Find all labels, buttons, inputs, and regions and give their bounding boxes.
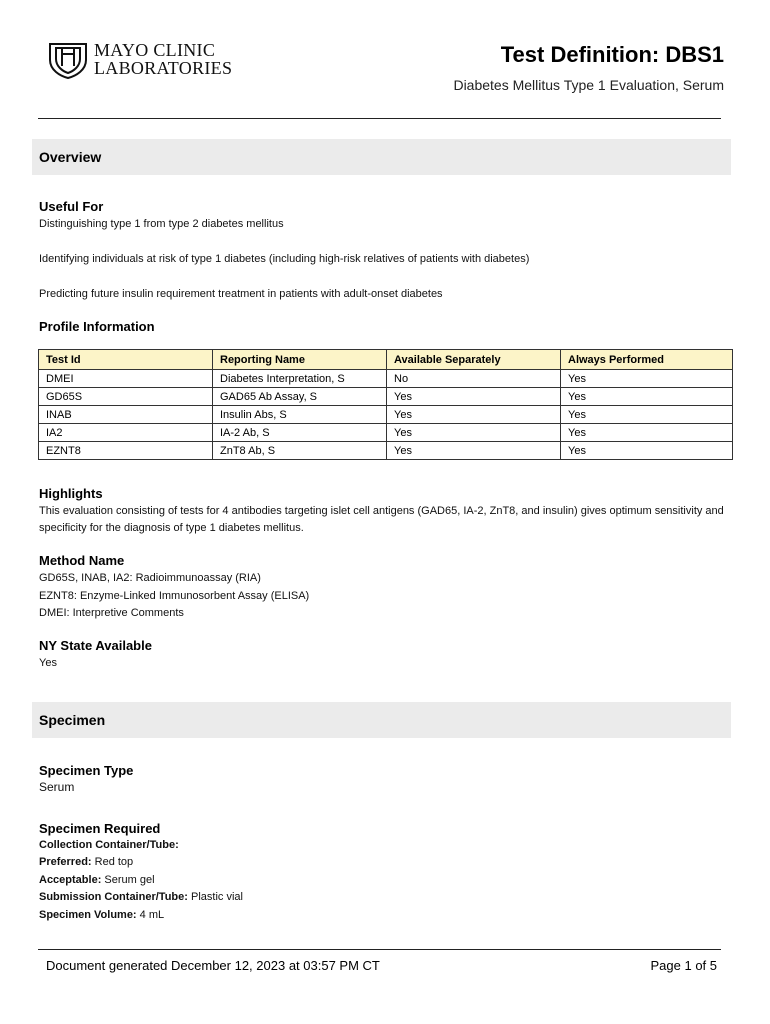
- method-name-heading: Method Name: [39, 553, 125, 568]
- overview-section-bar: [32, 139, 731, 175]
- useful-for-item: Distinguishing type 1 from type 2 diabetes mellitus: [39, 218, 284, 230]
- header-divider: [38, 118, 721, 119]
- table-cell: Yes: [387, 442, 561, 460]
- table-cell: INAB: [39, 406, 213, 424]
- preferred-label: Preferred:: [39, 856, 92, 868]
- table-cell: No: [387, 370, 561, 388]
- table-cell: Yes: [561, 442, 733, 460]
- table-cell: Yes: [387, 424, 561, 442]
- table-row: [39, 388, 733, 406]
- acceptable-value: Serum gel: [104, 874, 155, 886]
- table-cell: DMEI: [39, 370, 213, 388]
- table-row: [39, 406, 733, 424]
- submission-container-line: [39, 891, 243, 903]
- submission-container-value: Plastic vial: [190, 891, 243, 903]
- profile-table: [38, 349, 733, 460]
- table-cell: Yes: [561, 424, 733, 442]
- document-subtitle: Diabetes Mellitus Type 1 Evaluation, Serum: [453, 77, 724, 93]
- footer-generated: Document generated December 12, 2023 at 03:57 PM CT: [46, 958, 380, 973]
- useful-for-item: Predicting future insulin requirement treatment in patients with adult-onset diabetes: [39, 288, 443, 300]
- table-header-row: [39, 350, 733, 370]
- table-cell: EZNT8: [39, 442, 213, 460]
- table-cell: Yes: [387, 406, 561, 424]
- specimen-type-value: Serum: [39, 780, 75, 794]
- mayo-clinic-logo: [46, 40, 266, 80]
- table-cell: GD65S: [39, 388, 213, 406]
- column-header: Available Separately: [387, 350, 561, 370]
- preferred-line: [39, 856, 133, 868]
- acceptable-label: Acceptable:: [39, 874, 102, 886]
- specimen-volume-label: Specimen Volume:: [39, 909, 137, 921]
- method-item: EZNT8: Enzyme-Linked Immunosorbent Assay (ELISA): [39, 590, 310, 602]
- acceptable-line: [39, 874, 155, 886]
- table-cell: IA2: [39, 424, 213, 442]
- method-item: GD65S, INAB, IA2: Radioimmunoassay (RIA): [39, 572, 261, 584]
- collection-container-line: [39, 839, 179, 851]
- overview-heading: Overview: [39, 149, 102, 165]
- document-title: Test Definition: DBS1: [500, 42, 724, 67]
- specimen-required-heading: Specimen Required: [39, 821, 161, 836]
- preferred-value: Red top: [94, 856, 134, 868]
- profile-information-heading: Profile Information: [39, 319, 155, 334]
- table-row: [39, 424, 733, 442]
- method-item: DMEI: Interpretive Comments: [39, 607, 184, 619]
- ny-state-heading: NY State Available: [39, 638, 152, 653]
- highlights-heading: Highlights: [39, 486, 103, 501]
- table-cell: IA-2 Ab, S: [213, 424, 387, 442]
- table-row: [39, 370, 733, 388]
- column-header: Test Id: [39, 350, 213, 370]
- logo-line2: LABORATORIES: [94, 58, 233, 78]
- mayo-shield-icon: [46, 40, 90, 80]
- useful-for-heading: Useful For: [39, 199, 104, 214]
- specimen-volume-value: 4 mL: [139, 909, 165, 921]
- specimen-heading: Specimen: [39, 712, 106, 728]
- useful-for-item: Identifying individuals at risk of type 1 diabetes (including high-risk relatives of patients with diabetes): [39, 253, 530, 265]
- footer-divider: [38, 949, 721, 950]
- table-cell: ZnT8 Ab, S: [213, 442, 387, 460]
- table-cell: Yes: [387, 388, 561, 406]
- specimen-volume-line: [39, 909, 164, 921]
- page-number: Page 1 of 5: [650, 958, 717, 973]
- table-cell: Yes: [561, 370, 733, 388]
- table-cell: GAD65 Ab Assay, S: [213, 388, 387, 406]
- collection-container-label: Collection Container/Tube:: [39, 839, 179, 851]
- ny-state-value: Yes: [39, 657, 57, 669]
- submission-container-label: Submission Container/Tube:: [39, 891, 188, 903]
- specimen-section-bar: [32, 702, 731, 738]
- highlights-text: This evaluation consisting of tests for 4 antibodies targeting islet cell antigens (GAD65, IA-2, ZnT8, and insulin) gives optimum sensitivity and specificity for the diagnosis of type 1 diabetes mellitus.: [39, 505, 724, 534]
- table-cell: Insulin Abs, S: [213, 406, 387, 424]
- table-cell: Diabetes Interpretation, S: [213, 370, 387, 388]
- table-cell: Yes: [561, 406, 733, 424]
- table-cell: Yes: [561, 388, 733, 406]
- column-header: Always Performed: [561, 350, 733, 370]
- column-header: Reporting Name: [213, 350, 387, 370]
- logo-line1: MAYO CLINIC: [94, 40, 216, 60]
- specimen-type-heading: Specimen Type: [39, 763, 134, 778]
- table-row: [39, 442, 733, 460]
